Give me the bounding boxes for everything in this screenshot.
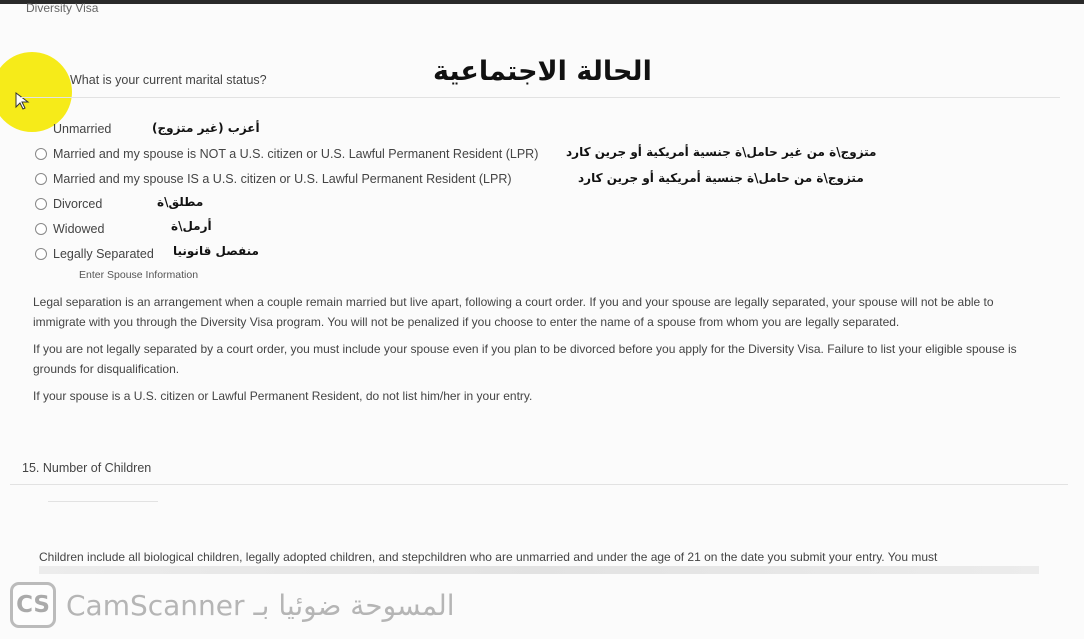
watermark-text: CamScanner المسوحة ضوئيا بـ: [66, 588, 455, 622]
radio-divorced[interactable]: [35, 198, 47, 210]
children-description-paragraph: Children include all biological children, legally adopted children, and stepchildren who are unmarried and under the age of 21 on the date you submit your entry. You must: [39, 550, 938, 564]
radio-legally-separated[interactable]: [35, 248, 47, 260]
option-married-us-citizen[interactable]: [35, 170, 512, 188]
option-unmarried[interactable]: [35, 120, 111, 138]
legal-separation-paragraph: Legal separation is an arrangement when a couple remain married but live apart, following a court order. If you and your spouse are legally separated, your spouse will not be able to immigrate with you through the Diversity Visa program. You will not be penalized if you choose to enter the name of a spouse from whom you are legally separated.: [33, 295, 994, 329]
option-widowed[interactable]: [35, 220, 104, 238]
mouse-pointer-icon: [15, 92, 31, 110]
us-citizen-spouse-paragraph: If your spouse is a U.S. citizen or Lawful Permanent Resident, do not list him/her in your entry.: [33, 389, 533, 403]
camscanner-logo: CS: [10, 582, 56, 628]
option-label: Widowed: [53, 222, 105, 236]
section-number-of-children: 15. Number of Children: [22, 461, 152, 475]
option-arabic-label: أرمل\ة: [171, 219, 212, 233]
top-bar: [0, 0, 1084, 4]
radio-married-not-us-citizen[interactable]: [35, 148, 47, 160]
camscanner-watermark: [10, 580, 455, 630]
section-title-arabic: الحالة الاجتماعية: [433, 56, 652, 87]
radio-married-us-citizen[interactable]: [35, 173, 47, 185]
site-name: Diversity Visa: [26, 1, 99, 15]
option-arabic-label: منفصل قانونيا: [173, 244, 259, 258]
question-divider: [20, 97, 1060, 98]
not-separated-paragraph: If you are not legally separated by a court order, you must include your spouse even if you plan to be divorced before you apply for the Diversity Visa. Failure to list your eligible spouse is grounds for disqualification.: [33, 342, 1017, 376]
marital-status-question: What is your current marital status?: [70, 73, 267, 87]
option-label: Married and my spouse is NOT a U.S. citizen or U.S. Lawful Permanent Resident (LPR): [53, 147, 539, 161]
option-arabic-label: مطلق\ة: [157, 195, 204, 209]
option-label: Legally Separated: [53, 247, 154, 261]
option-married-not-us-citizen[interactable]: [35, 145, 538, 163]
section-divider: [10, 484, 1068, 485]
option-arabic-label: متزوج\ة من حامل\ة جنسية أمريكية أو جرين كارد: [578, 171, 864, 185]
radio-widowed[interactable]: [35, 223, 47, 235]
enter-spouse-information: Enter Spouse Information: [79, 269, 199, 281]
option-label: Divorced: [53, 197, 103, 211]
children-paragraph-continuation: [39, 566, 1039, 574]
option-arabic-label: أعزب (غير متزوج): [152, 121, 260, 135]
option-label: Unmarried: [53, 122, 112, 136]
option-label: Married and my spouse IS a U.S. citizen or U.S. Lawful Permanent Resident (LPR): [53, 172, 512, 186]
children-input-line: [48, 501, 158, 502]
option-legally-separated[interactable]: [35, 245, 154, 263]
option-divorced[interactable]: [35, 195, 102, 213]
option-arabic-label: متزوج\ة من غير حامل\ة جنسية أمريكية أو جرين كارد: [566, 145, 877, 159]
